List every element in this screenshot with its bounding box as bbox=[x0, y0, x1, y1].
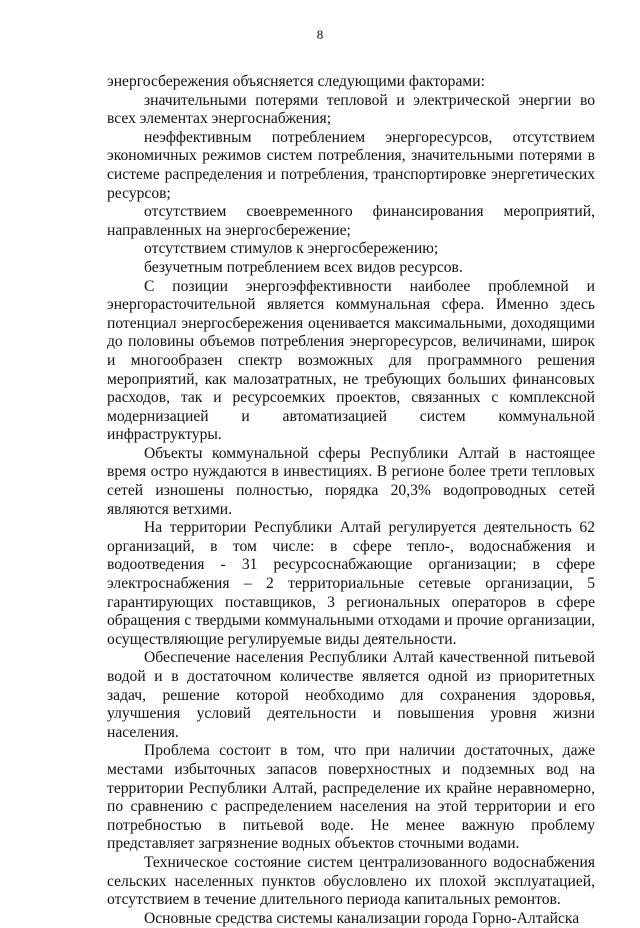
paragraph-water-supply-condition: Техническое состояние систем централизованного водоснабжения сельских населенных пунктов обусловлено их плохой эксплуатацией, отсутствием в течение длительного периода капитальных ремонтов. bbox=[107, 853, 595, 909]
document-body bbox=[107, 73, 595, 928]
paragraph-sewerage-assets: Основные средства системы канализации города Горно-Алтайска bbox=[144, 909, 580, 927]
paragraph-factor-inefficient-consumption: неэффективным потреблением энергоресурсов, отсутствием экономичных режимов систем потребления, значительными потерями в системе распределения и потребления, транспортировке энергетических ресурсов; bbox=[107, 128, 595, 202]
paragraph-investment-needs: Объекты коммунальной сферы Республики Алтай в настоящее время остро нуждаются в инвестициях. В регионе более трети тепловых сетей изношены полностью, порядка 20,3% водопроводных сетей являются ветхими. bbox=[107, 444, 595, 518]
paragraph-regulated-organizations: На территории Республики Алтай регулируется деятельность 62 организаций, в том числе: в сфере тепло-, водоснабжения и водоотведения - 31 ресурсоснабжающие организации; в сфере электроснабжения – 2 территориальные сетевые организации, 5 гарантирующих поставщиков, 3 региональных операторов в сфере обращения с твердыми коммунальными отходами и прочие организации, осуществляющие регулируемые виды деятельности. bbox=[107, 519, 595, 648]
paragraph-drinking-water: Обеспечение населения Республики Алтай качественной питьевой водой и в достаточном количестве является одной из приоритетных задач, решение которой необходимо для сохранения здоровья, улучшения условий деятельности и повышения уровня жизни населения. bbox=[107, 649, 595, 741]
paragraph-factor-energy-losses: значительными потерями тепловой и электрической энергии во всех элементах энергоснабжения; bbox=[107, 91, 595, 128]
paragraph-factor-unmetered-consumption: безучетным потреблением всех видов ресурсов. bbox=[144, 258, 463, 276]
paragraph-factor-no-incentives: отсутствием стимулов к энергосбережению; bbox=[144, 240, 439, 258]
paragraph-communal-sector: С позиции энергоэффективности наиболее проблемной и энергорасточительной является коммунальная сфера. Именно здесь потенциал энергосбережения оценивается максимальными, доходящими до половины объемов потребления энергоресурсов, величинами, широк и многообразен спектр возможных для программного решения мероприятий, как малозатратных, не требующих больших финансовых расходов, так и ресурсоемких проектов, связанных с комплексной модернизацией и автоматизацией систем коммунальной инфраструктуры. bbox=[107, 277, 595, 444]
paragraph-water-distribution-problem: Проблема состоит в том, что при наличии достаточных, даже местами избыточных запасов поверхностных и подземных вод на территории Республики Алтай, распределение их крайне неравномерно, по сравнению с распределением населения на этой территории и его потребностью в питьевой воде. Не менее важную проблему представляет загрязнение водных объектов сточными водами. bbox=[107, 742, 595, 853]
paragraph-intro-continuation: энергосбережения объясняется следующими факторами: bbox=[107, 73, 485, 90]
paragraph-factor-financing: отсутствием своевременного финансирования мероприятий, направленных на энергосбережение; bbox=[107, 203, 595, 239]
page-number: 8 bbox=[316, 27, 324, 42]
